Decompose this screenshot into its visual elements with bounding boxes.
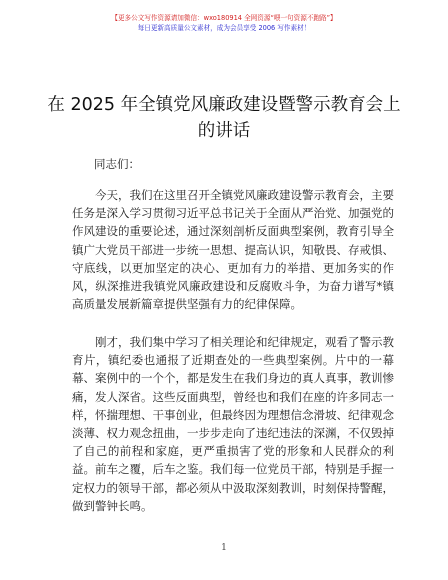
- promo-banner-line-2: 每日更新高质量公文素材，成为会员享受 2006 写作素材！: [137, 24, 311, 32]
- promo-banner-line-1: 【更多公文写作资源请加微信：wxo180914 全网资源“喂一句资源不跑路”】: [111, 14, 337, 22]
- document-title: 在 2025 年全镇党风廉政建设暨警示教育会上的讲话: [47, 95, 401, 141]
- salutation: 同志们：: [94, 157, 140, 171]
- page-number: 1: [221, 543, 227, 553]
- body-paragraph-2: [72, 333, 394, 515]
- paragraph-text: 刚才，我们集中学习了相关理论和纪律规定，观看了警示教育片，镇纪委也通报了近期查处的一些典型案例。片中的一幕幕、案例中的一个个，都是发生在我们身边的真人真事，教训惨痛，发人深省。这些反面典型，曾经也和我们在座的许多同志一样，怀揣理想、干事创业，但最终因为理想信念滑坡、纪律观念淡薄、权力观念扭曲，一步步走向了违纪违法的深渊，不仅毁掉了自己的前程和家庭，更严重损害了党的形象和人民群众的利益。前车之覆，后车之鉴。我们每一位党员干部，特别是手握一定权力的领导干部，都必须从中汲取深刻教训，时刻保持警醒，做到警钟长鸣。: [72, 335, 394, 513]
- promo-banner: [0, 14, 448, 33]
- paragraph-text: 今天，我们在这里召开全镇党风廉政建设警示教育会，主要任务是深入学习贯彻习近平总书记关于全面从严治党、加强党的作风建设的重要论述，通过深刻剖析反面典型案例，教育引导全镇广大党员干部进一步统一思想、提高认识，知敬畏、存戒惧、守底线，以更加坚定的决心、更加有力的举措、更加务实的作风，纵深推进我镇党风廉政建设和反腐败斗争，为奋力谱写*镇高质量发展新篇章提供坚强有力的纪律保障。: [72, 188, 394, 312]
- body-paragraph-1: [72, 186, 394, 313]
